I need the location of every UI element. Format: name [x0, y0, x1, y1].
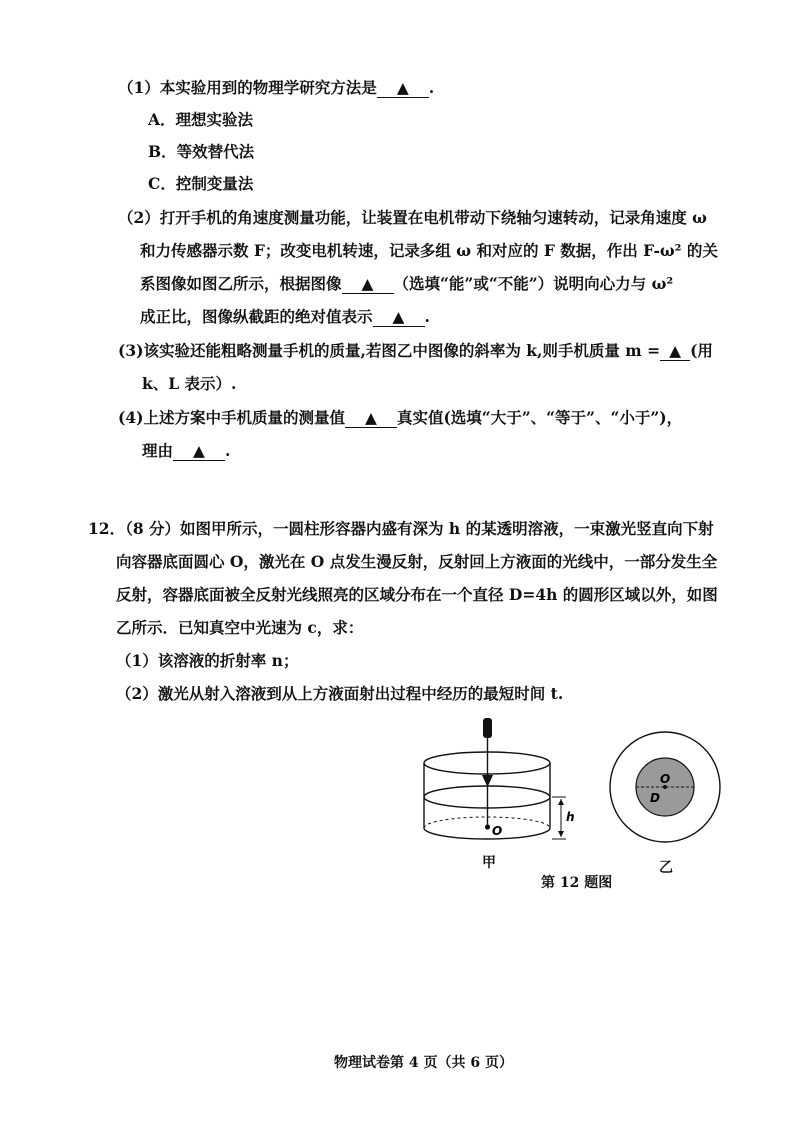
answer-blank[interactable]: ▲ — [342, 275, 394, 294]
q12-stem-line1: 12．（8 分）如图甲所示，一圆柱形容器内盛有深为 h 的某透明溶液，一束激光竖直向下射 — [88, 519, 714, 538]
label-h: h — [566, 810, 575, 824]
q11-part4-line1: (4)上述方案中手机质量的测量值 ▲ 真实值(选填“大于”、“等于”、“小于”)， — [118, 408, 683, 427]
page-footer: 物理试卷第 4 页（共 6 页） — [334, 1055, 513, 1071]
q11-part3-line2: k、L 表示）. — [142, 374, 237, 393]
answer-blank[interactable]: ▲ — [660, 342, 690, 361]
answer-blank[interactable]: ▲ — [173, 442, 225, 461]
q11-part4-line2: 理由 ▲ . — [142, 441, 231, 460]
laser-emitter — [483, 718, 492, 738]
q12-stem-line4: 乙所示．已知真空中光速为 c，求： — [116, 618, 364, 637]
option-c: C．控制变量法 — [148, 174, 254, 193]
label-o: O — [492, 824, 503, 838]
q11-part3-line1: (3)该实验还能粗略测量手机的质量,若图乙中图像的斜率为 k,则手机质量 m = ▲ (用 — [118, 341, 713, 360]
q11-part2-line4: 成正比，图像纵截距的绝对值表示 ▲ . — [140, 307, 430, 326]
q12-sub1: （1）该溶液的折射率 n； — [116, 651, 299, 670]
option-a: A．理想实验法 — [148, 110, 254, 129]
caption-yi: 乙 — [659, 860, 673, 876]
figure-top-view-diagram — [600, 727, 730, 847]
caption-jia: 甲 — [482, 855, 496, 871]
option-b: B．等效替代法 — [148, 142, 255, 161]
label-d: D — [650, 791, 660, 805]
answer-blank[interactable]: ▲ — [377, 79, 429, 98]
point-o — [485, 824, 490, 829]
q12-stem-line2: 向容器底面圆心 O，激光在 O 点发生漫反射，反射回上方液面的光线中，一部分发生全 — [116, 552, 718, 571]
answer-blank[interactable]: ▲ — [373, 308, 425, 327]
q12-sub2: （2）激光从射入溶液到从上方液面射出过程中经历的最短时间 t. — [116, 684, 564, 703]
beam-arrow-icon — [482, 775, 493, 787]
q12-stem-line3: 反射，容器底面被全反射光线照亮的区域分布在一个直径 D=4h 的圆形区域以外，如图 — [116, 585, 718, 604]
figure-cylinder-diagram — [410, 715, 590, 865]
answer-blank[interactable]: ▲ — [345, 409, 397, 428]
q11-part2-line1: （2）打开手机的角速度测量功能，让装置在电机带动下绕轴匀速转动，记录角速度 ω — [118, 208, 707, 227]
q11-part2-line2: 和力传感器示数 F；改变电机转速，记录多组 ω 和对应的 F 数据，作出 F-ω² 的关 — [140, 241, 718, 260]
figure-caption: 第 12 题图 — [541, 875, 613, 891]
label-o-top: O — [660, 772, 671, 786]
q11-part2-line3: 系图像如图乙所示，根据图像 ▲ （选填“能”或“不能”）说明向心力与 ω² — [140, 274, 674, 293]
q11-part1: （1）本实验用到的物理学研究方法是 ▲ . — [118, 78, 435, 97]
